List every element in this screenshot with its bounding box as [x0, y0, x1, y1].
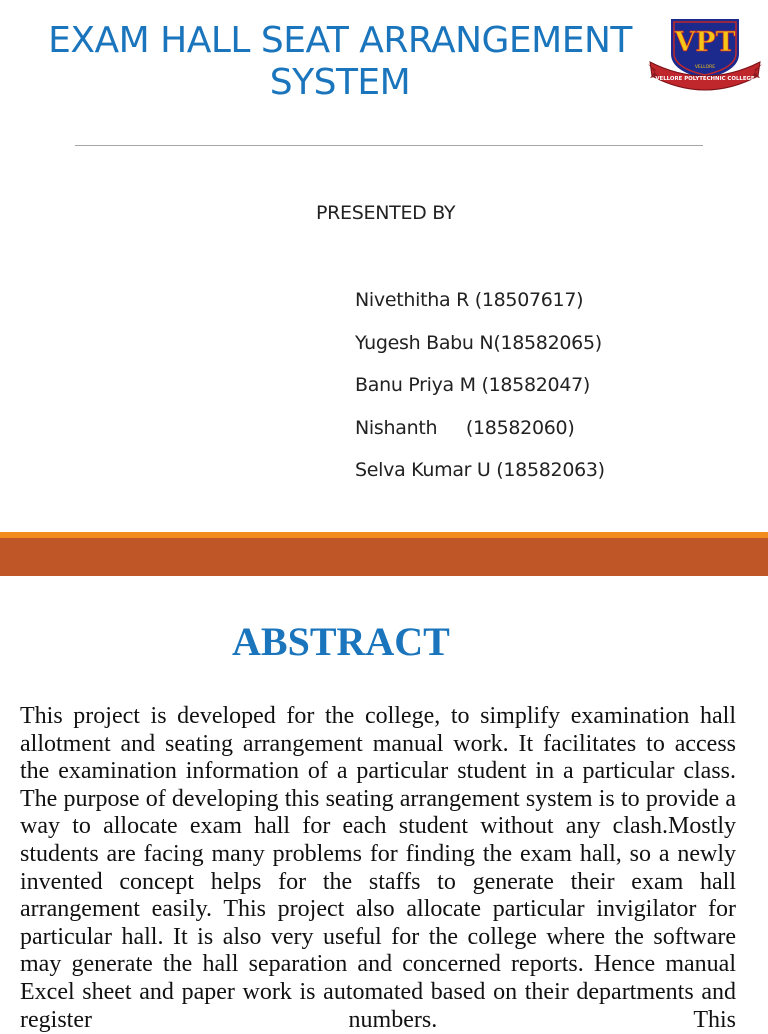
member-item: Banu Priya M (18582047): [355, 374, 591, 397]
presented-by-label: PRESENTED BY: [316, 202, 456, 224]
logo-letters: VPT: [674, 27, 736, 58]
member-item: Nivethitha R (18507617): [355, 289, 584, 311]
member-list: [355, 285, 605, 498]
abstract-body-text: This project is developed for the college, to simplify examination hall allotment and seating arrangement manual work. It facilitates to access the examination information of a particular student in a particular class. The purpose of developing this seating arrangement system is to provide a way to allocate exam hall for each student without any clash.Mostly students are facing many problems for finding the exam hall, so a newly invented concept helps for the staffs to generate their exam hall arrangement easily. This project also allocate particular invigilator for particular hall. It is also very useful for the college where the software may generate the hall separation and concerned reports. Hence manual Excel sheet and paper work is automated based on their departments and register numbers. This: [20, 703, 736, 1033]
logo-banner-text: VELLORE POLYTECHNIC COLLEGE: [655, 76, 755, 82]
member-item: Selva Kumar U (18582063): [355, 459, 605, 482]
member-item: Nishanth (18582060): [355, 416, 575, 439]
title-line-1: EXAM HALL SEAT ARRANGEMENT: [48, 20, 632, 61]
logo-sub-text: VELLORE: [694, 65, 716, 70]
college-logo-icon: [648, 14, 762, 98]
title-divider: [75, 145, 703, 146]
presentation-title: [0, 20, 680, 104]
member-item: Yugesh Babu N(18582065): [355, 331, 602, 354]
slide-divider-band: [0, 538, 768, 576]
title-line-2: SYSTEM: [269, 62, 411, 103]
abstract-heading: ABSTRACT: [232, 619, 450, 664]
